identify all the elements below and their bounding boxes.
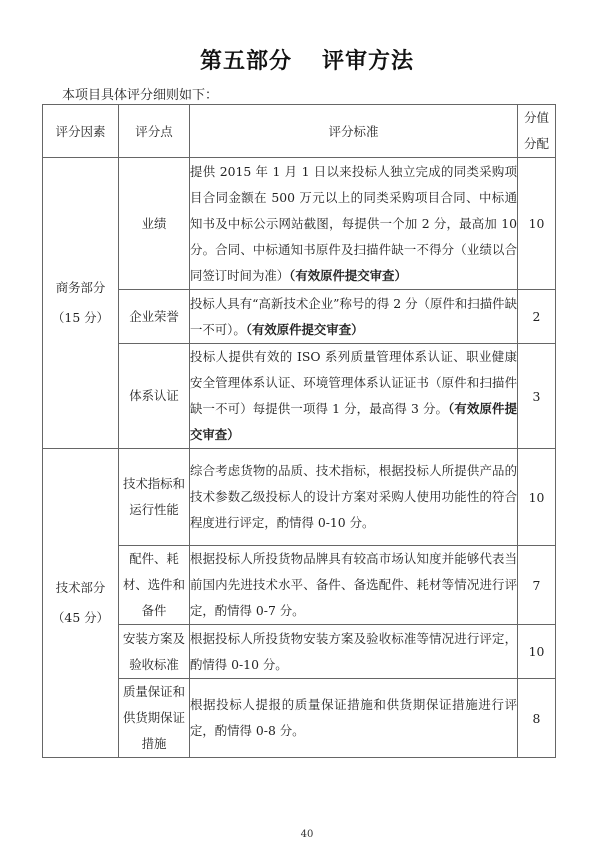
title-part: 第五部分 (199, 49, 292, 74)
point-cell: 安装方案及验收标准 (119, 625, 190, 679)
standard-cell: 提供 2015 年 1 月 1 日以来投标人独立完成的同类采购项目合同金额在 500 万元以上的同类采购项目合同、中标通知书及中标公示网站截图，每提供一个加 2 分，最高加 10 分。合同、中标通知书原件及扫描件缺一不得分（业绩以合同签订时间为准）（有效原件提交审查） (190, 158, 518, 290)
standard-cell: 根据投标人所投货物安装方案及验收标准等情况进行评定，酌情得 0-10 分。 (190, 625, 518, 679)
category-business: 商务部分 （15 分） (43, 158, 119, 449)
point-cell: 企业荣誉 (119, 290, 190, 344)
point-cell: 业绩 (119, 158, 190, 290)
category-technical: 技术部分 （45 分） (43, 449, 119, 758)
table-row (43, 679, 556, 758)
point-cell: 质量保证和供货期保证措施 (119, 679, 190, 758)
header-standard: 评分标准 (190, 105, 518, 158)
standard-cell: 根据投标人提报的质量保证措施和供货期保证措施进行评定，酌情得 0-8 分。 (190, 679, 518, 758)
standard-cell: 投标人提供有效的 ISO 系列质量管理体系认证、职业健康安全管理体系认证、环境管理体系认证证书（原件和扫描件缺一不可）每提供一项得 1 分，最高得 3 分。（有效原件提交审查） (190, 344, 518, 449)
standard-cell: 根据投标人所投货物品牌具有较高市场认知度并能够代表当前国内先进技术水平、备件、备选配件、耗材等情况进行评定，酌情得 0-7 分。 (190, 546, 518, 625)
score-cell: 3 (518, 344, 556, 449)
intro-text: 本项目具体评分细则如下： (62, 88, 219, 103)
title-name: 评审方法 (322, 49, 415, 74)
table-row (43, 290, 556, 344)
point-cell: 技术指标和运行性能 (119, 449, 190, 546)
point-cell: 体系认证 (119, 344, 190, 449)
score-cell: 10 (518, 158, 556, 290)
table-row (43, 158, 556, 290)
table-row (43, 625, 556, 679)
table-row (43, 344, 556, 449)
header-score: 分值 分配 (518, 105, 556, 158)
score-cell: 8 (518, 679, 556, 758)
point-cell: 配件、耗材、选件和备件 (119, 546, 190, 625)
score-cell: 10 (518, 449, 556, 546)
header-point: 评分点 (119, 105, 190, 158)
header-factor: 评分因素 (43, 105, 119, 158)
table-row (43, 546, 556, 625)
score-cell: 10 (518, 625, 556, 679)
page-number: 40 (300, 829, 314, 840)
score-cell: 2 (518, 290, 556, 344)
standard-cell: 投标人具有“高新技术企业”称号的得 2 分（原件和扫描件缺一不可）。（有效原件提交审查） (190, 290, 518, 344)
scoring-table (42, 104, 556, 758)
score-cell: 7 (518, 546, 556, 625)
table-row (43, 449, 556, 546)
table-header-row (43, 105, 556, 158)
page-title (0, 44, 614, 75)
standard-cell: 综合考虑货物的品质、技术指标，根据投标人所提供产品的技术参数乙级投标人的设计方案对采购人使用功能性的符合程度进行评定，酌情得 0-10 分。 (190, 449, 518, 546)
